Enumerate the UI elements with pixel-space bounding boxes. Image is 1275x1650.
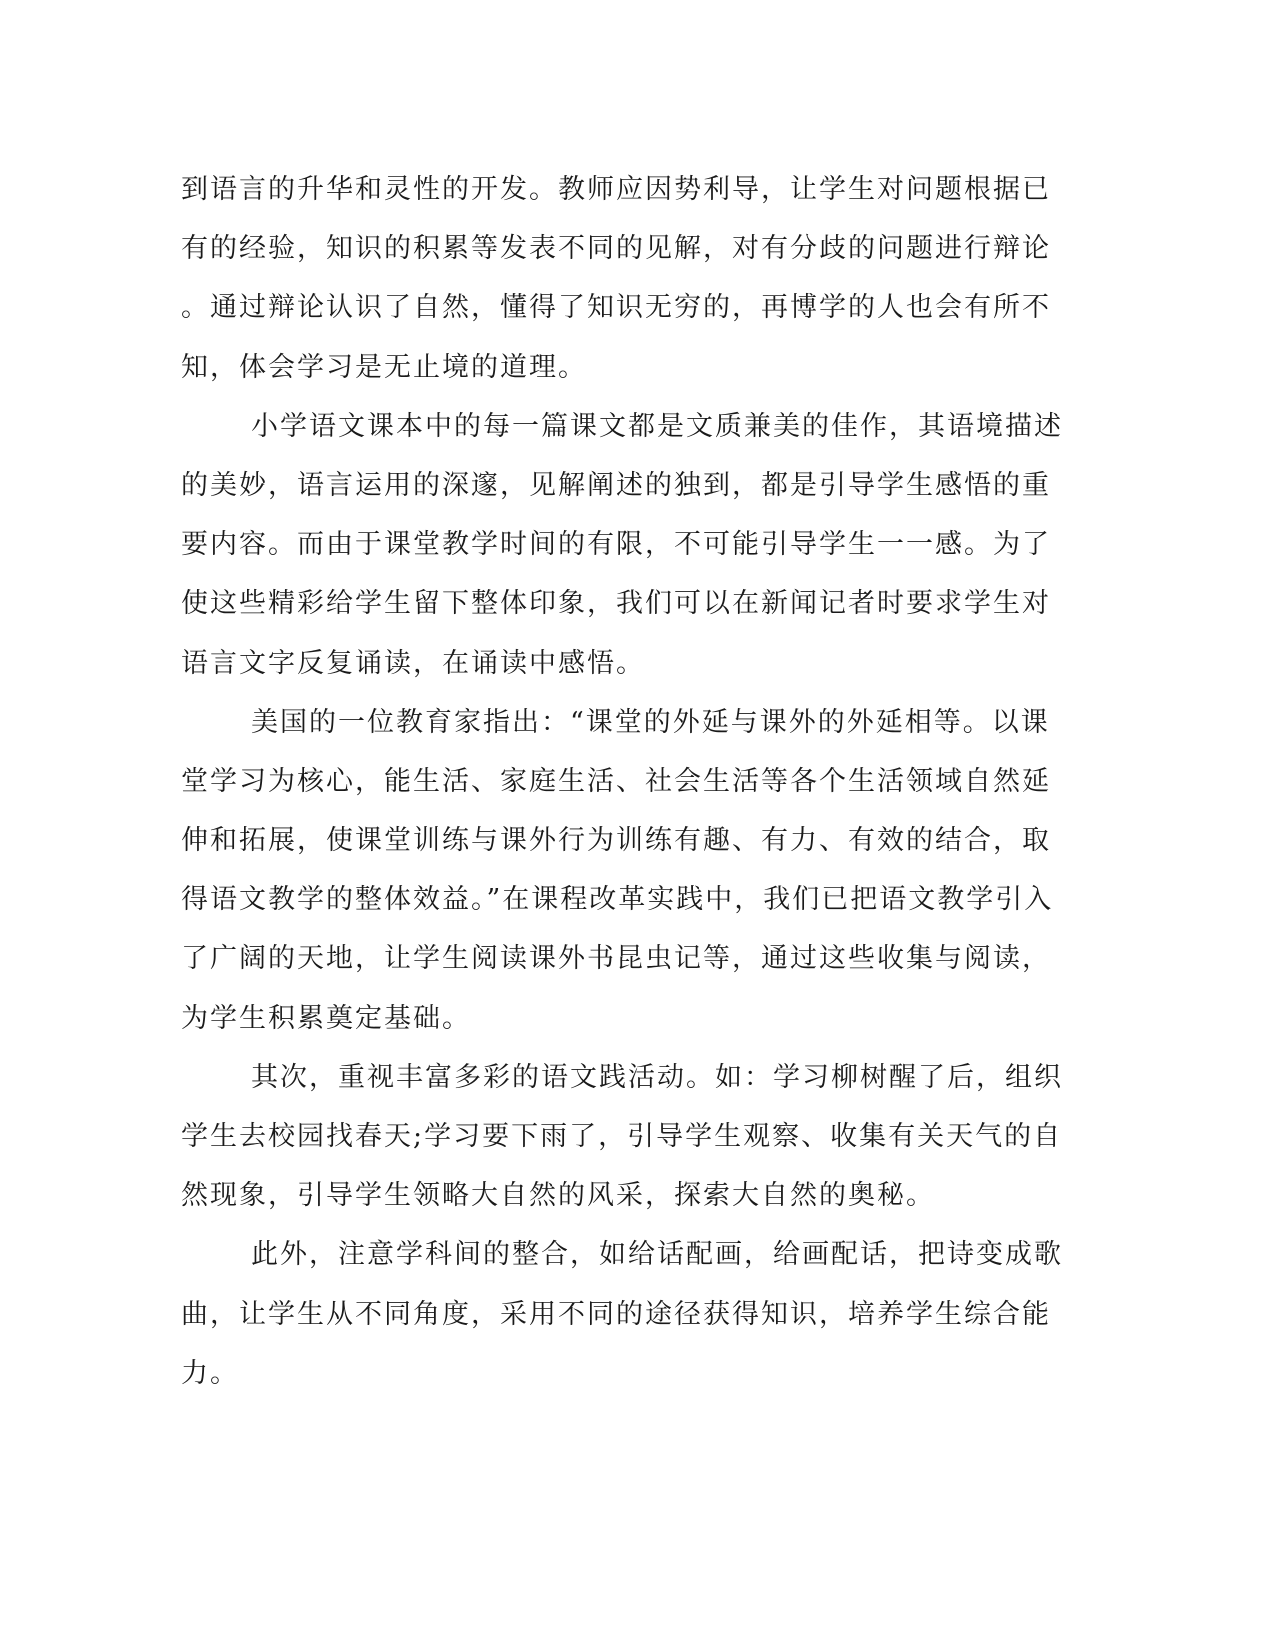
document-body <box>181 160 1063 1403</box>
paragraph-line: 其次，重视丰富多彩的语文践活动。如：学习柳树醒了后，组织 <box>251 1061 1063 1093</box>
paragraph-1 <box>181 160 1051 397</box>
paragraph-2 <box>181 397 1063 693</box>
paragraph-line: 使这些精彩给学生留下整体印象，我们可以在新闻记者时要求学生对 <box>181 588 1051 620</box>
paragraph-line: 的美妙，语言运用的深邃，见解阐述的独到，都是引导学生感悟的重 <box>181 469 1051 501</box>
paragraph-4 <box>181 1048 1063 1226</box>
paragraph-line: 得语文教学的整体效益。”在课程改革实践中，我们已把语文教学引入 <box>181 884 1054 916</box>
paragraph-line: 伸和拓展，使课堂训练与课外行为训练有趣、有力、有效的结合，取 <box>181 825 1051 857</box>
paragraph-line: 力。 <box>181 1357 239 1389</box>
paragraph-line: 要内容。而由于课堂教学时间的有限，不可能引导学生一一感。为了 <box>181 529 1051 561</box>
paragraph-line: 堂学习为核心，能生活、家庭生活、社会生活等各个生活领域自然延 <box>181 765 1051 797</box>
paragraph-line: 然现象，引导学生领略大自然的风采，探索大自然的奥秘。 <box>181 1180 935 1212</box>
paragraph-line: 知，体会学习是无止境的道理。 <box>181 351 587 383</box>
paragraph-line: 了广阔的天地，让学生阅读课外书昆虫记等，通过这些收集与阅读， <box>181 943 1051 975</box>
paragraph-line: 。通过辩论认识了自然，懂得了知识无穷的，再博学的人也会有所不 <box>181 292 1051 324</box>
paragraph-line: 有的经验，知识的积累等发表不同的见解，对有分歧的问题进行辩论 <box>181 233 1051 265</box>
paragraph-line: 曲，让学生从不同角度，采用不同的途径获得知识，培养学生综合能 <box>181 1298 1051 1330</box>
paragraph-line: 为学生积累奠定基础。 <box>181 1002 471 1034</box>
paragraph-5 <box>181 1225 1063 1403</box>
paragraph-line: 学生去校园找春天;学习要下雨了，引导学生观察、收集有关天气的自 <box>181 1121 1063 1152</box>
paragraph-line: 美国的一位教育家指出：“课堂的外延与课外的外延相等。以课 <box>251 706 1050 738</box>
paragraph-line: 到语言的升华和灵性的开发。教师应因势利导，让学生对问题根据已 <box>181 174 1051 205</box>
paragraph-line: 语言文字反复诵读，在诵读中感悟。 <box>181 647 645 679</box>
paragraph-line: 小学语文课本中的每一篇课文都是文质兼美的佳作，其语境描述 <box>251 410 1063 442</box>
paragraph-3 <box>181 693 1054 1048</box>
paragraph-line: 此外，注意学科间的整合，如给话配画，给画配话，把诗变成歌 <box>251 1239 1063 1271</box>
